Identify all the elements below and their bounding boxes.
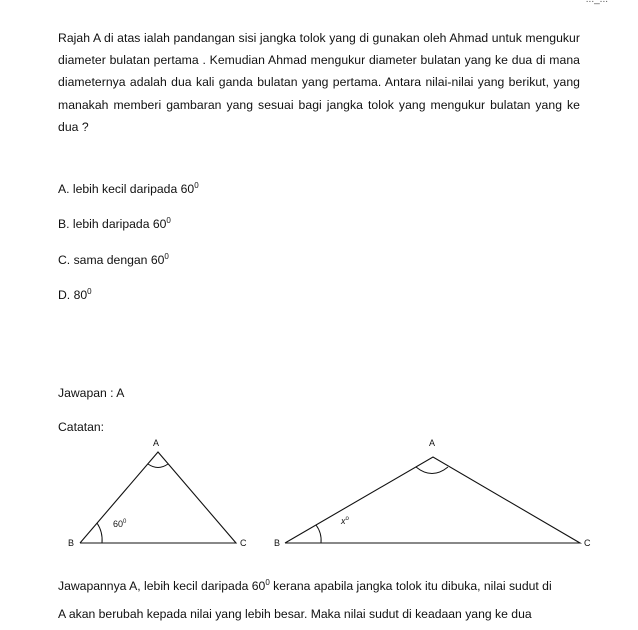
triangle-first-vertex-c: C	[240, 538, 247, 548]
triangle-second-angle-label: $x^o$	[341, 516, 349, 526]
triangle-second-angle-arc-a	[416, 467, 448, 474]
triangle-second-vertex-b: B	[274, 538, 281, 548]
triangle-second-angle-arc-b	[316, 525, 321, 543]
answer-line: Jawapan : A	[58, 386, 125, 400]
triangle-second-vertex-a: A	[429, 438, 436, 448]
triangle-first-vertex-a: A	[153, 438, 160, 448]
triangle-first-angle-label: $60^0$	[113, 519, 127, 529]
triangle-first-angle-arc-a	[148, 464, 168, 468]
explanation-line-1: Jawapannya A, lebih kecil daripada $60^0$ kerana apabila jangka tolok itu dibuka, nilai sudut di	[58, 578, 552, 593]
option-b: B. lebih daripada $60^0$	[58, 216, 171, 231]
triangle-first-outline	[80, 452, 236, 543]
triangle-first-vertex-b: B	[68, 538, 75, 548]
option-a: A. lebih kecil daripada $60^0$	[58, 181, 199, 196]
triangle-first-angle-arc-b	[97, 523, 102, 543]
triangle-second-outline	[285, 457, 580, 543]
triangle-first	[68, 438, 247, 548]
option-c: C. sama dengan $60^0$	[58, 252, 169, 267]
triangle-second-vertex-c: C	[584, 538, 591, 548]
option-d: D. $80^0$	[58, 287, 92, 302]
explanation-line-2: A akan berubah kepada nilai yang lebih besar. Maka nilai sudut di keadaan yang ke dua	[58, 607, 532, 621]
question-paragraph: Rajah A di atas ialah pandangan sisi jangka tolok yang di gunakan oleh Ahmad untuk mengukur diameter bulatan pertama . Kemudian Ahmad mengukur diameter bulatan yang ke dua di mana diameternya adalah dua kali ganda bulatan yang pertama. Antara nilai-nilai yang berikut, yang manakah memberi gambaran yang sesuai bagi jangka tolok yang mengukur bulatan yang ke dua ?	[58, 31, 580, 134]
notes-label: Catatan:	[58, 420, 105, 434]
triangle-second	[274, 438, 591, 548]
